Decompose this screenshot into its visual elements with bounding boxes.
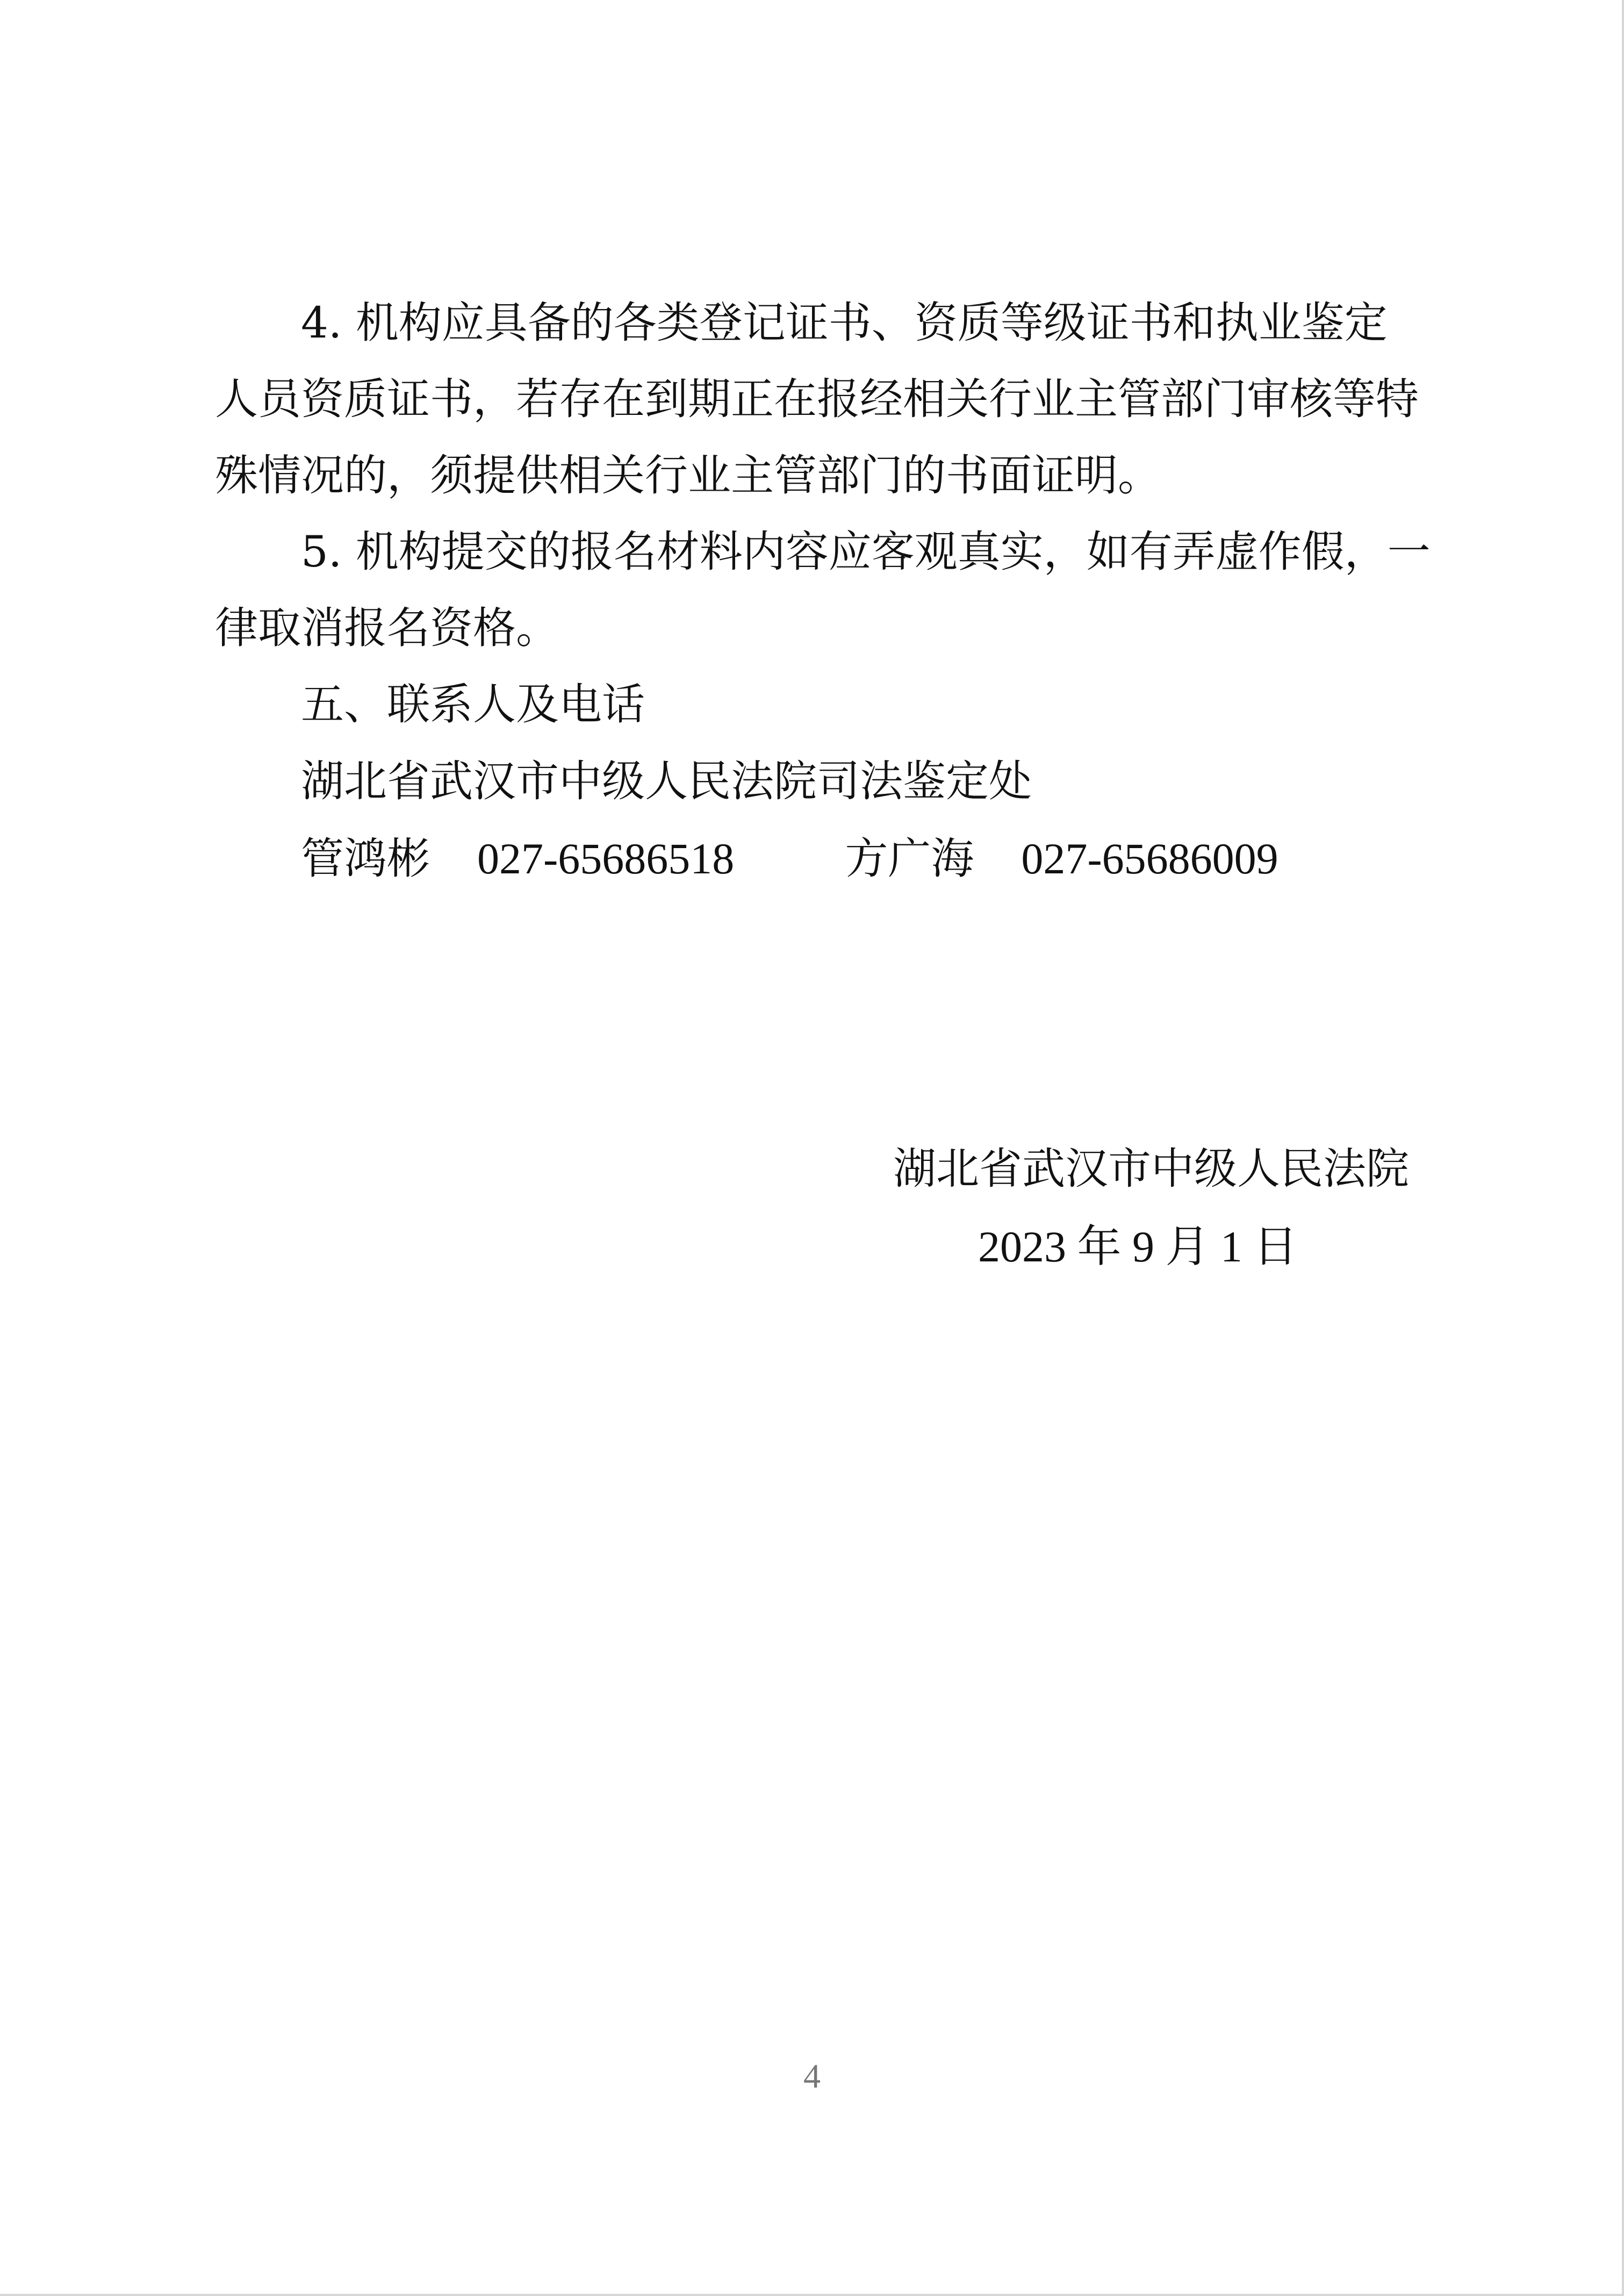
contact-2-phone: 027-65686009 <box>1021 834 1278 883</box>
item-5 <box>215 514 1431 666</box>
item-5-line-1: 5. 机构提交的报名材料内容应客观真实，如有弄虚作假，一 <box>301 527 1431 577</box>
item-4-line-1: 4. 机构应具备的各类登记证书、资质等级证书和执业鉴定 <box>301 298 1388 348</box>
contact-1-name: 管鸿彬 <box>301 834 430 884</box>
item-4-paragraph <box>215 285 1423 361</box>
contact-list <box>301 821 1278 897</box>
page-number: 4 <box>803 2057 821 2095</box>
contact-2-name: 方广海 <box>845 834 974 884</box>
contact-office: 湖北省武汉市中级人民法院司法鉴定处 <box>301 756 1032 806</box>
item-4-line-2: 人员资质证书，若存在到期正在报经相关行业主管部门审核等特 <box>215 374 1419 424</box>
item-4 <box>215 285 1423 514</box>
item-5-paragraph <box>215 514 1431 590</box>
signature-org: 湖北省武汉市中级人民法院 <box>893 1144 1409 1194</box>
section-five-heading: 五、联系人及电话 <box>301 679 645 729</box>
signature-date: 2023 年 9 月 1 日 <box>978 1222 1298 1271</box>
item-5-line-2: 律取消报名资格。 <box>215 603 559 653</box>
contact-1-phone: 027-65686518 <box>477 834 735 883</box>
item-4-line-3: 殊情况的，须提供相关行业主管部门的书面证明。 <box>215 450 1161 500</box>
